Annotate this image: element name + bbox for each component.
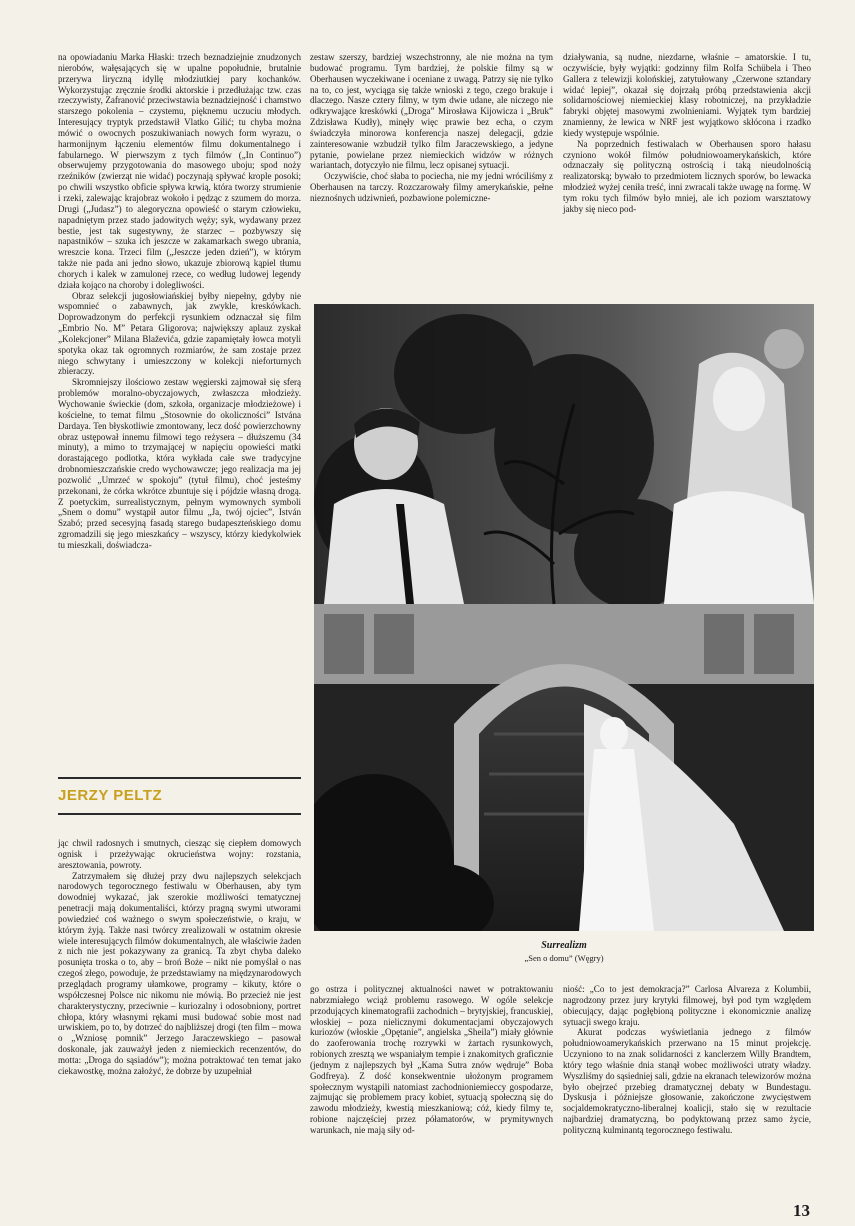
paragraph: na opowiadaniu Marka Hłaski: trzech beznadziejnie znudzonych nierobów, wałęsających się w upalne popołudnie, brutalnie przerywa liryczną idyllę młodziutkiej pary kochanków. Wykorzystując zręcznie środki aktorskie i przedłużając tzw. czas rzeczywisty, Zafranović przeciwstawia beznadziejność i chamstwo starszego pokolenia – czystemu, pięknemu uczuciu młodych. Interesujący tryptyk przedstawił Vlatko Gilić; tu chyba można mówić o owocnych poszukiwaniach nowych form wyrazu, o harmonijnym łączeniu elementów filmu dokumentalnego i fabularnego. W pierwszym z tych filmów („In Continuo”) obserwujemy przygotowania do masowego uboju; spod noży rzeźników (zwierząt nie widać) poczynają spływać krople posoki; po chwili wszystko obficie spływa krwią, która tworzy strumienie i rzeki, zalewając krajobraz wokoło i pędząc z szumem do morza. Drugi („Judasz”) to alegoryczna opowieść o starym człowieku, napadniętym przez stado jadowitych węży; syk, wydawany przez bestie, jest tak sugestywny, że starzec – pozbywszy się napastników – szuka ich jeszcze w zakamarkach swego ubrania, wreszcie kona. Trzeci film („Jeszcze jeden dzień”), w którym także nie pada ani jedno słowo, ukazuje zbiorową kąpiel tłumu chorych i kalek w zamulonej rzece, co według ludowej legendy działa kojąco na choroby i dolegliwości. [58,52,301,290]
paragraph: zestaw szerszy, bardziej wszechstronny, ale nie można na tym budować programu. Tym bardziej, że polskie filmy są w Oberhausen wyczekiwane i oceniane z uwagą. Patrzy się nie tylko na to, co jest, wyciąga się także wnioski z tego, czego brakuje i dlaczego. Nasze cztery filmy, w tym dwie udane, ale niczego nie odkrywające kreskówki („Droga” Mirosława Kijowicza i „Bruk” Zdzisława Kudły), minęły więc prawie bez echa, o czym świadczyła minorowa konferencja naszej delegacji, gdzie zainteresowanie wzbudził tylko film Jaraczewskiego, a jedyne pytanie, powielane przez niemieckich widzów w różnych wariantach, dotyczyło nie filmu, lecz opisanej sytuacji. [310,52,553,171]
author-rule-top [58,777,301,779]
film-still-photo [314,304,814,931]
article-column-1-continued [58,838,301,1077]
paragraph: Skromniejszy ilościowo zestaw węgierski zajmował się sferą problemów moralno-obyczajowych, zwłaszcza młodzieży. Wychowanie świeckie (dom, szkoła, organizacje młodzieżowe) i kościelne, to temat filmu „Stosownie do okoliczności” Istvána Dardaya. Ten błyskotliwie zmontowany, lecz dość powierzchowny obraz ustępował innemu filmowi tego reżysera – dłuższemu (34 minuty), a mimo to trzymającej w napięciu opowieści matki dorastającego podlotka, która wykłada całe swe tradycyjne drobnomieszczańskie credo wychowawcze; jego realizacja ma jej pozwolić „Umrzeć w spokoju” (tytuł filmu), choć jesteśmy przekonani, że córka wkrótce zbuntuje się i pójdzie własną drogą. Z poetyckim, surrealistycznym, pełnym wymownych symboli „Snem o domu” wystąpił autor filmu „Ja, twój ojciec”, István Szabó; przed secesyjną fasadą starego budapeszteńskiego domu zgromadzili się jego mieszkańcy – wszyscy, którzy kiedykolwiek tu mieszkali, doświadcza- [58,377,301,550]
article-column-1 [58,52,301,551]
paragraph: Obraz selekcji jugosłowiańskiej byłby niepełny, gdyby nie wspomnieć o zabawnych, jak zwykle, kreskówkach. Doprowadzonym do perfekcji rysunkiem odznaczał się film „Embrio No. M” Petara Gligorova; największy aplauz zyskał „Kolekcjoner” Milana Blaževića, gdzie zapamiętały łowca motyli spotyka okaz tak ogromnych rozmiarów, że sam zostaje przez niego schwytany i umieszczony w kolekcji nieforturnych zbieraczy. [58,290,301,377]
author-byline: JERZY PELTZ [58,787,163,804]
photo-caption-subtitle: „Sen o domu” (Węgry) [524,953,604,963]
paragraph: Oczywiście, choć słaba to pociecha, nie my jedni wróciliśmy z Oberhausen na tarczy. Rozczarowały filmy amerykańskie, pełne nieznośnych udziwnień, pozbawione polemiczne- [310,171,553,203]
paragraph: Na poprzednich festiwalach w Oberhausen sporo hałasu czyniono wokół filmów południowoamerykańskich, które odznaczały się polityczną ostrością i taką nieudolnością realizatorską; bywało to przedmiotem licznych sporów, bo lewacka młodzież wyżej ceniła treść, inni zwracali także uwagę na formę. W tym roku tych filmów było mniej, ale ich poziom warsztatowy jakby się nieco pod- [563,138,811,214]
article-column-3 [563,52,811,215]
paragraph: go ostrza i politycznej aktualności nawet w potraktowaniu nabrzmiałego wciąż problemu rasowego. W ogóle selekcje przodujących kinematografii zachodnich – brytyjskiej, francuskiej, włoskiej – poza nielicznymi dokumentacjami obyczajowych kuriozów (włoskie „Opętanie”, angielska „Sheila”) miały głównie do zaoferowania trochę rozrywki w żartach rysunkowych, robionych zresztą we wspaniałym tempie i znakomitych graficznie (jednym z najlepszych był „Kama Sutra znów wędruje” Boba Godfreya). Z dość konsekwentnie ułożonym programem społecznym wystąpili natomiast zachodnioniemieccy gospodarze, zajmując się problemem pracy kobiet, sytuacją społeczną się do zawodu młodzieży, kwestią mieszkaniową; cóż, kiedy filmy te, robione najczęściej przez półamatorów, w prymitywnych warunkach, nie mają siły od- [310,984,553,1135]
article-column-6 [563,984,811,1136]
paragraph: niość: „Co to jest demokracja?” Carlosa Alvareza z Kolumbii, nagrodzony przez jury krytyki filmowej, był pod tym względem obiecujący, dając pogłębioną polityczne i ekonomicznie analizę sytuacji swego kraju. [563,984,811,1027]
paragraph: działywania, są nudne, niezdarne, właśnie – amatorskie. I tu, oczywiście, były wyjątki: godzinny film Rolfa Schübela i Theo Gallera z telewizji kolońskiej, zatytułowany „Czerwone sztandary widać lepiej”, okazał się dojrzałą próbą przedstawienia akcji solidarnościowej niemieckiej klasy robotniczej, na przykładzie fabryki objętej masowymi zwolnieniami. Wyjątek tym bardziej znamienny, że lewica w NRF jest wyjątkowo skłócona i rzadko kiedy występuje wspólnie. [563,52,811,138]
paragraph: jąc chwil radosnych i smutnych, ciesząc się ciepłem domowych ognisk i przeżywając okrucieństwa wojny: rozstania, aresztowania, powroty. [58,838,301,870]
page-number: 13 [793,1201,810,1220]
author-rule-bottom [58,813,301,815]
article-column-2 [310,52,553,204]
paragraph: Akurat podczas wyświetlania jednego z filmów południowoamerykańskich przerwano na 15 minut projekcję. Uczyniono to na znak solidarności z kanclerzem Willy Brandtem, który tego właśnie dnia stanął wobec możliwości utraty władzy. Wyszliśmy do sąsiedniej sali, gdzie na ekranach telewizorów można było obejrzeć przebieg dramatycznej debaty w Bundestagu. Dyskusja i późniejsze głosowanie, zakończone zwycięstwem socjaldemokratyczno-liberalnej koalicji, stało się w rezultacie najbardziej dramatyczną, bo podyktowaną przez samo życie, polityczną kulminantą tegorocznego festiwalu. [563,1027,811,1135]
article-column-5 [310,984,553,1136]
paragraph: Zatrzymałem się dłużej przy dwu najlepszych selekcjach narodowych tegorocznego festiwalu w Oberhausen, aby tym dowodniej wykazać, jak szerokie możliwości tematycznej penetracji mają dokumentaliści, którzy pragną swymi utworami powiedzieć coś ważnego o swym społeczeństwie, o kraju, w którym żyją. Także nasi twórcy zrealizowali w ostatnim okresie wiele interesujących filmów dokumentalnych, ale właściwie żaden z nich nie jest pokazywany za granicą. Ta zbyt chyba daleko posunięta troska o to, aby – broń Boże – nikt nie pomyślał o nas czegoś złego, powoduje, że przedstawiamy na międzynarodowych przeglądach programy ułamkowe, programy – kikuty, które o współczesnej Polsce nic nikomu nie mówią. Bo przecież nie jest charakterystyczny, przeciwnie – kuriozalny i odosobniony, portret chłopa, który własnymi rękami musi budować sobie most nad urwiskiem, po to, by dotrzeć do najbliższej drogi (ten film – mowa o „Wzniosę pomnik” Jerzego Jaraczewskiego – pasował doskonale, jak zauważył jeden z niemieckich recenzentów, do motta: „Droga do sąsiadów”); można potraktować ten temat jako ciekawostkę, można założyć, że dobrze by uzupełniał [58,870,301,1076]
photo-caption-title: Surrealizm [541,940,587,951]
